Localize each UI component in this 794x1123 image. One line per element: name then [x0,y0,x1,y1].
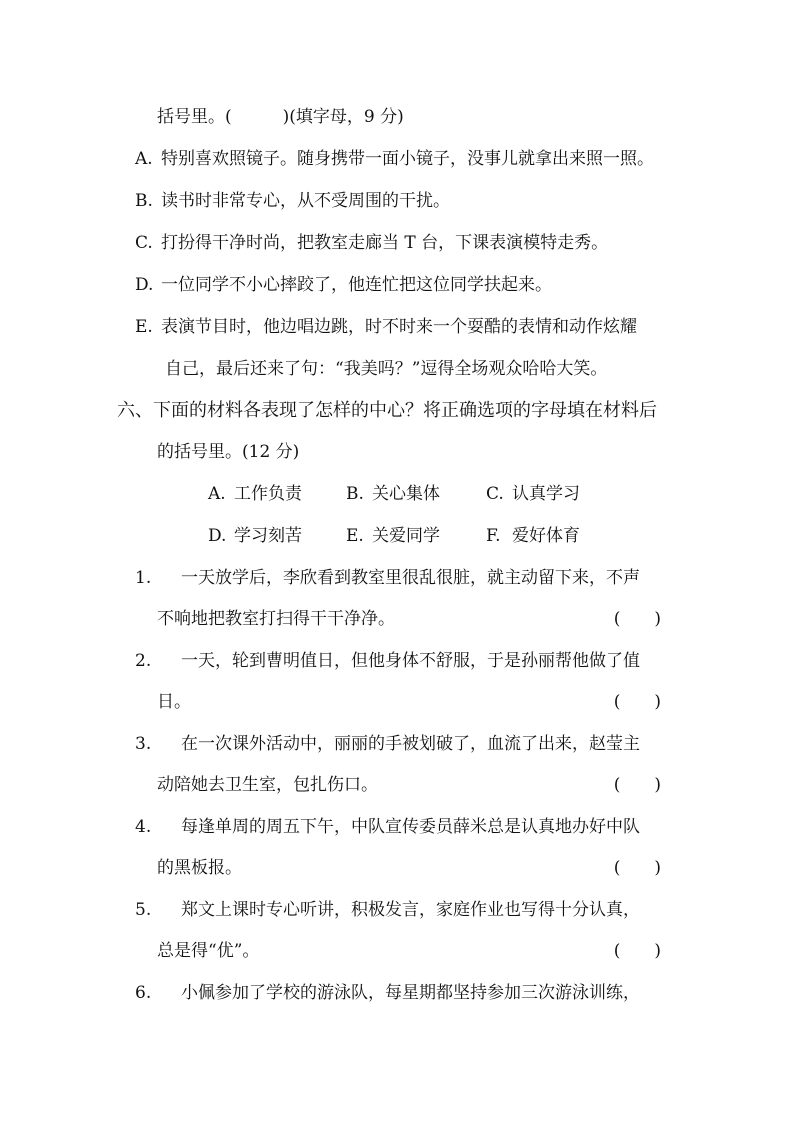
item-number: 5. [135,900,152,920]
item-3-line1 [135,732,640,756]
option-text: 特别喜欢照镜子。随身携带一面小镜子，没事儿就拿出来照一照。 [161,149,654,169]
item-3-line2: 动陪她去卫生室，包扎伤口。 [157,775,378,795]
item-4-line1 [135,815,640,839]
choice-a [208,482,302,506]
item-number: 2. [135,651,152,671]
item-5-line1 [135,898,640,922]
option-text: 读书时非常专心，从不受周围的干扰。 [161,191,450,211]
item-text: 小佩参加了学校的游泳队，每星期都坚持参加三次游泳训练， [181,983,640,1003]
option-text: 一位同学不小心摔跤了，他连忙把这位同学扶起来。 [161,275,552,295]
section5-option-e [135,315,637,339]
choice-letter: C. [486,484,504,504]
item-1-answer-blank[interactable]: ( ) [613,609,661,629]
choice-text: 爱好体育 [512,526,580,546]
choice-text: 关爱同学 [372,526,440,546]
item-text: 一天，轮到曹明值日，但他身体不舒服，于是孙丽帮他做了值 [181,651,640,671]
choice-text: 工作负责 [234,484,302,504]
item-number: 6. [135,983,152,1003]
item-number: 3. [135,734,152,754]
option-letter: C. [135,233,153,253]
item-6-line1 [135,981,640,1005]
section5-continuation-line: 括号里。( )(填字母，9 分) [157,107,404,127]
item-2-line2: 日。 [157,692,191,712]
section5-option-a [135,147,654,171]
item-text: 每逢单周的周五下午，中队宣传委员薛米总是认真地办好中队 [181,817,640,837]
item-4-answer-blank[interactable]: ( ) [613,858,661,878]
item-text: 一天放学后，李欣看到教室里很乱很脏，就主动留下来，不声 [181,568,640,588]
choice-letter: D. [208,526,227,546]
choice-letter: E. [346,526,364,546]
option-text: 表演节目时，他边唱边跳，时不时来一个耍酷的表情和动作炫耀 [161,317,637,337]
item-2-answer-blank[interactable]: ( ) [613,692,661,712]
choice-letter: B. [346,484,364,504]
item-1-line2: 不响地把教室打扫得干干净净。 [157,609,395,629]
item-text: 在一次课外活动中，丽丽的手被划破了，血流了出来，赵莹主 [181,734,640,754]
item-text: 郑文上课时专心听讲，积极发言，家庭作业也写得十分认真， [181,900,640,920]
section5-option-b [135,189,450,213]
choice-text: 学习刻苦 [234,526,302,546]
option-letter: A. [135,149,153,169]
option-letter: E. [135,317,153,337]
choice-b [346,482,440,506]
item-number: 1. [135,568,152,588]
item-number: 4. [135,817,152,837]
choice-text: 关心集体 [372,484,440,504]
section5-option-d [135,273,552,297]
section6-title-line1: 六、下面的材料各表现了怎样的中心？将正确选项的字母填在材料后 [117,400,657,421]
option-letter: D. [135,275,154,295]
section5-option-c [135,231,608,255]
item-5-answer-blank[interactable]: ( ) [613,941,661,961]
section5-option-e-continuation: 自己，最后还来了句：“我美吗？”逗得全场观众哈哈大笑。 [165,359,608,379]
choice-text: 认真学习 [512,484,580,504]
choice-f [486,524,580,548]
item-2-line1 [135,649,640,673]
section6-title-line2: 的括号里。(12 分) [157,442,300,462]
item-3-answer-blank[interactable]: ( ) [613,775,661,795]
choice-c [486,482,580,506]
choice-d [208,524,302,548]
option-letter: B. [135,191,153,211]
choice-letter: A. [208,484,226,504]
item-5-line2: 总是得“优”。 [157,941,260,961]
choice-letter: F. [486,526,501,546]
item-4-line2: 的黑板报。 [157,858,242,878]
item-1-line1 [135,566,640,590]
option-text: 打扮得干净时尚，把教室走廊当 T 台，下课表演模特走秀。 [161,233,609,253]
choice-e [346,524,440,548]
